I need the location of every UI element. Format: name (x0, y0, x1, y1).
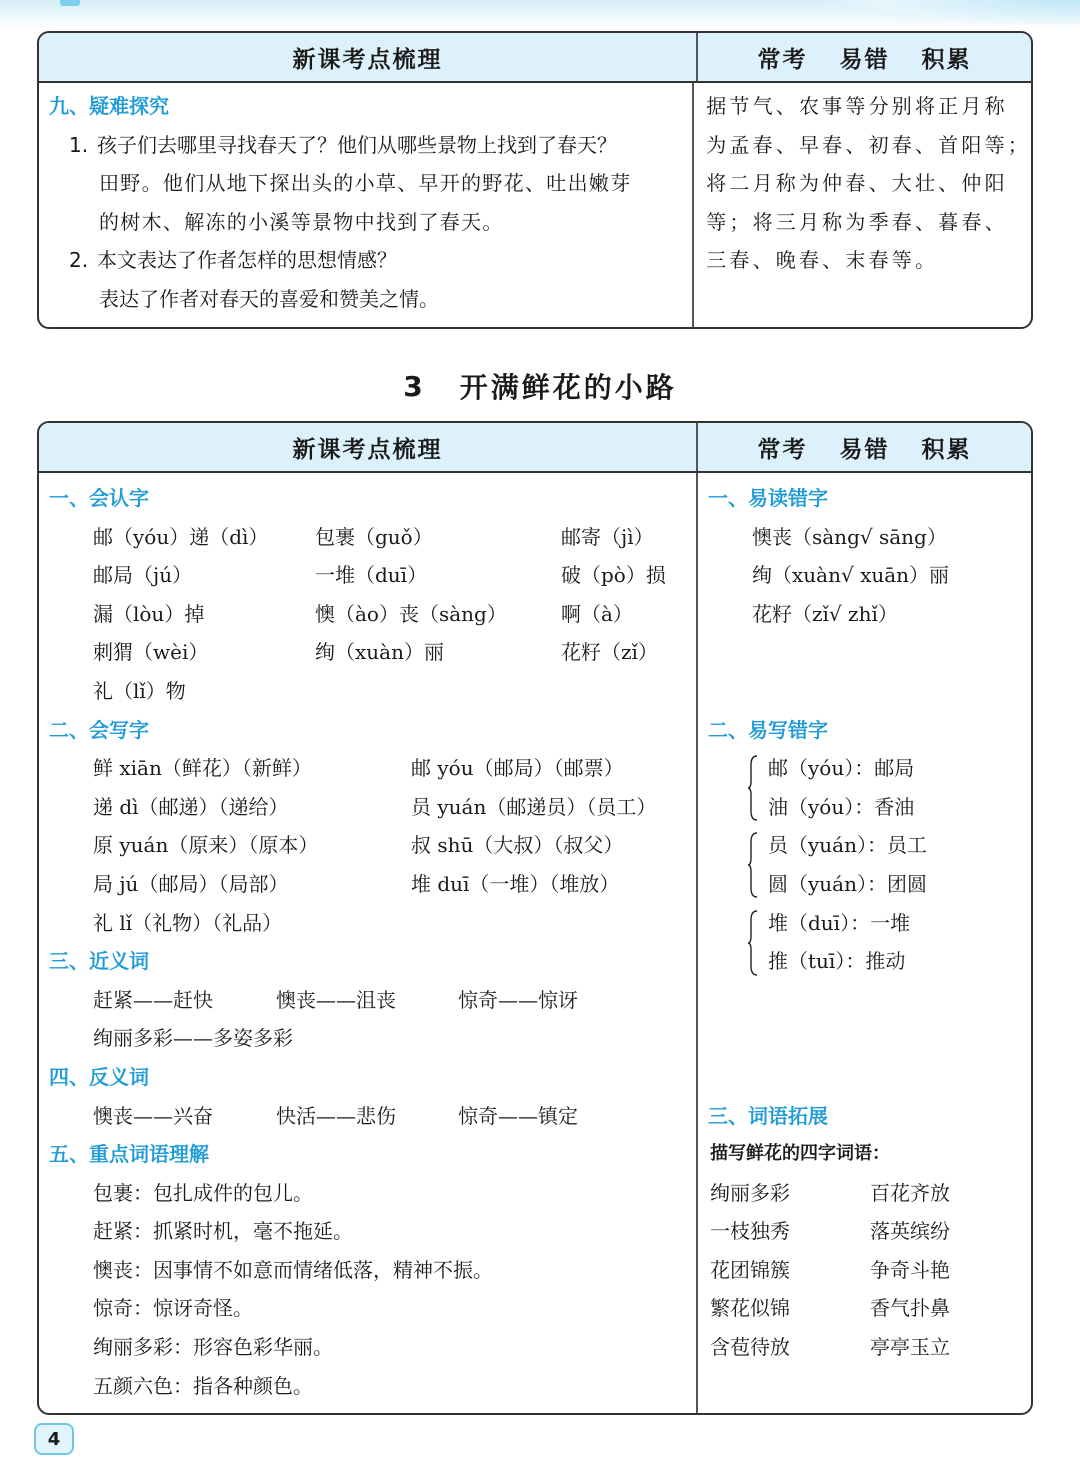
recognize-item: 啊（à） (561, 601, 633, 626)
recognize-item: 漏（lòu）掉 (93, 601, 205, 626)
misread-item: 绚（xuàn√ xuān）丽 (752, 563, 950, 588)
recognize-item: 邮（yóu）递（dì） (93, 524, 269, 549)
write-item: 邮 yóu（邮局）（邮票） (411, 756, 624, 781)
header-left-title: 新课考点梳理 (39, 423, 698, 471)
answer-1-line-1: 田野。他们从地下探出头的小草、早开的野花、吐出嫩芽 (99, 171, 632, 196)
word-row (698, 1174, 1031, 1213)
recognize-item: 刺猬（wèi） (93, 640, 209, 665)
panel1-right-column (694, 83, 1031, 329)
question-2 (39, 241, 692, 280)
write-row (39, 865, 696, 904)
word-row (698, 1251, 1031, 1290)
word-definition: 包裹：包扎成件的包儿。 (93, 1180, 313, 1205)
recognize-row (39, 633, 696, 672)
miswrite-item: 邮（yóu）：邮局 (768, 756, 915, 781)
synonym-pair: 赶紧——赶快 (93, 987, 213, 1012)
recognize-item: 破（pò）损 (561, 563, 666, 588)
four-char-word: 含苞待放 (710, 1335, 790, 1360)
four-char-word: 百花齐放 (870, 1180, 950, 1205)
recognize-item: 邮寄（jì） (561, 524, 654, 549)
answer-1-line-2: 的树木、解冻的小溪等景物中找到了春天。 (99, 209, 504, 234)
word-definition: 懊丧：因事情不如意而情绪低落，精神不振。 (93, 1257, 493, 1282)
four-char-word: 绚丽多彩 (710, 1180, 790, 1205)
write-item: 局 jú（邮局）（局部） (93, 871, 289, 896)
four-char-word: 一枝独秀 (710, 1219, 790, 1244)
synonym-row (39, 981, 696, 1020)
panel-header (39, 423, 1031, 473)
word-extension-subtitle: 描写鲜花的四字词语： (710, 1143, 890, 1165)
recognize-item: 礼（lǐ）物 (93, 678, 186, 703)
header-right-title: 常考 易错 积累 (757, 46, 972, 73)
brace-icon (748, 755, 758, 821)
section-title-synonyms: 三、近义词 (49, 949, 149, 974)
miswrite-item: 圆（yuán）：团圆 (768, 871, 927, 896)
section-title-misread: 一、易读错字 (708, 486, 828, 510)
miswrite-group (698, 904, 1031, 981)
header-right-title: 常考 易错 积累 (757, 436, 972, 463)
recognize-item: 花籽（zǐ） (561, 640, 658, 665)
note-line: 据节气、农事等分别将正月称 (706, 94, 1008, 118)
section-title-word-extension: 三、词语拓展 (708, 1103, 828, 1128)
question-text: 本文表达了作者怎样的思想情感？ (97, 248, 397, 273)
question-number: 2. (69, 248, 89, 273)
note-line: 三春、晚春、末春等。 (706, 248, 939, 273)
four-char-word: 争奇斗艳 (870, 1257, 950, 1282)
antonym-pair: 快活——悲伤 (276, 1103, 396, 1128)
word-definition: 赶紧：抓紧时机，毫不拖延。 (93, 1219, 353, 1244)
write-item: 原 yuán（原来）（原本） (93, 833, 319, 858)
brace-icon (748, 910, 758, 976)
write-row (39, 904, 696, 943)
note-line: 等；将三月称为季春、暮春、 (706, 209, 1008, 234)
panel2-left-column (39, 473, 698, 1415)
section-title-recognize: 一、会认字 (49, 486, 149, 510)
recognize-item: 懊（ào）丧（sàng） (315, 601, 507, 626)
antonym-pair: 惊奇——镇定 (458, 1103, 578, 1128)
misread-item: 花籽（zǐ√ zhǐ） (752, 601, 898, 626)
write-item: 递 dì（邮递）（递给） (93, 794, 289, 819)
answer-2: 表达了作者对春天的喜爱和赞美之情。 (99, 286, 439, 311)
recognize-item: 一堆（duī） (315, 563, 428, 588)
misread-item: 懊丧（sàng√ sāng） (752, 524, 947, 549)
question-1 (39, 126, 692, 165)
panel-header (39, 33, 1031, 83)
write-item: 堆 duī（一堆）（堆放） (411, 871, 620, 896)
recognize-item: 邮局（jú） (93, 563, 193, 588)
question-text: 孩子们去哪里寻找春天了？他们从哪些景物上找到了春天？ (97, 132, 617, 157)
four-char-word: 落英缤纷 (870, 1219, 950, 1244)
word-row (698, 1289, 1031, 1328)
top-decoration (0, 0, 1080, 30)
miswrite-item: 推（tuī）：推动 (768, 949, 906, 974)
recognize-item: 绚（xuàn）丽 (315, 640, 444, 665)
miswrite-group (698, 749, 1031, 826)
write-item: 鲜 xiān（鲜花）（新鲜） (93, 756, 312, 781)
lesson-number: 3 (403, 369, 426, 403)
miswrite-item: 油（yóu）：香油 (768, 794, 915, 819)
recognize-row (39, 672, 696, 711)
section-title-antonyms: 四、反义词 (49, 1064, 149, 1089)
synonym-pair: 懊丧——沮丧 (276, 987, 396, 1012)
miswrite-item: 员（yuán）：员工 (768, 833, 927, 858)
review-panel-2 (37, 421, 1033, 1415)
write-item: 叔 shū（大叔）（叔父） (411, 833, 624, 858)
section-title-key-words: 五、重点词语理解 (49, 1142, 209, 1167)
write-row (39, 788, 696, 827)
four-char-word: 亭亭玉立 (870, 1335, 950, 1360)
word-definition: 绚丽多彩：形容色彩华丽。 (93, 1335, 333, 1360)
note-line: 为孟春、早春、初春、首阳等； (706, 132, 1031, 157)
miswrite-group (698, 826, 1031, 903)
write-item: 员 yuán（邮递员）（员工） (411, 794, 657, 819)
note-line: 将二月称为仲春、大壮、仲阳 (706, 171, 1008, 196)
lesson-title (0, 362, 1080, 410)
lesson-name: 开满鲜花的小路 (459, 371, 677, 404)
review-panel-1 (37, 31, 1033, 329)
synonym-pair: 惊奇——惊讶 (458, 987, 578, 1012)
four-char-word: 香气扑鼻 (870, 1296, 950, 1321)
write-item: 礼 lǐ（礼物）（礼品） (93, 910, 283, 935)
word-definition: 五颜六色：指各种颜色。 (93, 1373, 313, 1398)
four-char-word: 花团锦簇 (710, 1257, 790, 1282)
brace-icon (748, 832, 758, 898)
panel1-left-column (39, 83, 694, 329)
word-row (698, 1328, 1031, 1367)
header-left-title: 新课考点梳理 (39, 33, 698, 81)
section-title-miswrite: 二、易写错字 (708, 717, 828, 742)
recognize-row (39, 518, 696, 557)
synonym-pair: 绚丽多彩——多姿多彩 (93, 1026, 293, 1051)
word-row (698, 1212, 1031, 1251)
question-number: 1. (69, 132, 89, 157)
miswrite-item: 堆（duī）：一堆 (768, 910, 911, 935)
page-number: 4 (34, 1423, 74, 1455)
recognize-row (39, 595, 696, 634)
recognize-item: 包裹（guǒ） (315, 524, 433, 549)
word-definition: 惊奇：惊讶奇怪。 (93, 1296, 253, 1321)
antonym-pair: 懊丧——兴奋 (93, 1103, 213, 1128)
recognize-row (39, 556, 696, 595)
section-title-write: 二、会写字 (49, 717, 149, 742)
section-title: 九、疑难探究 (49, 94, 169, 118)
write-row (39, 749, 696, 788)
panel2-right-column (698, 473, 1031, 1415)
four-char-word: 繁花似锦 (710, 1296, 790, 1321)
antonym-row (39, 1097, 696, 1136)
write-row (39, 826, 696, 865)
